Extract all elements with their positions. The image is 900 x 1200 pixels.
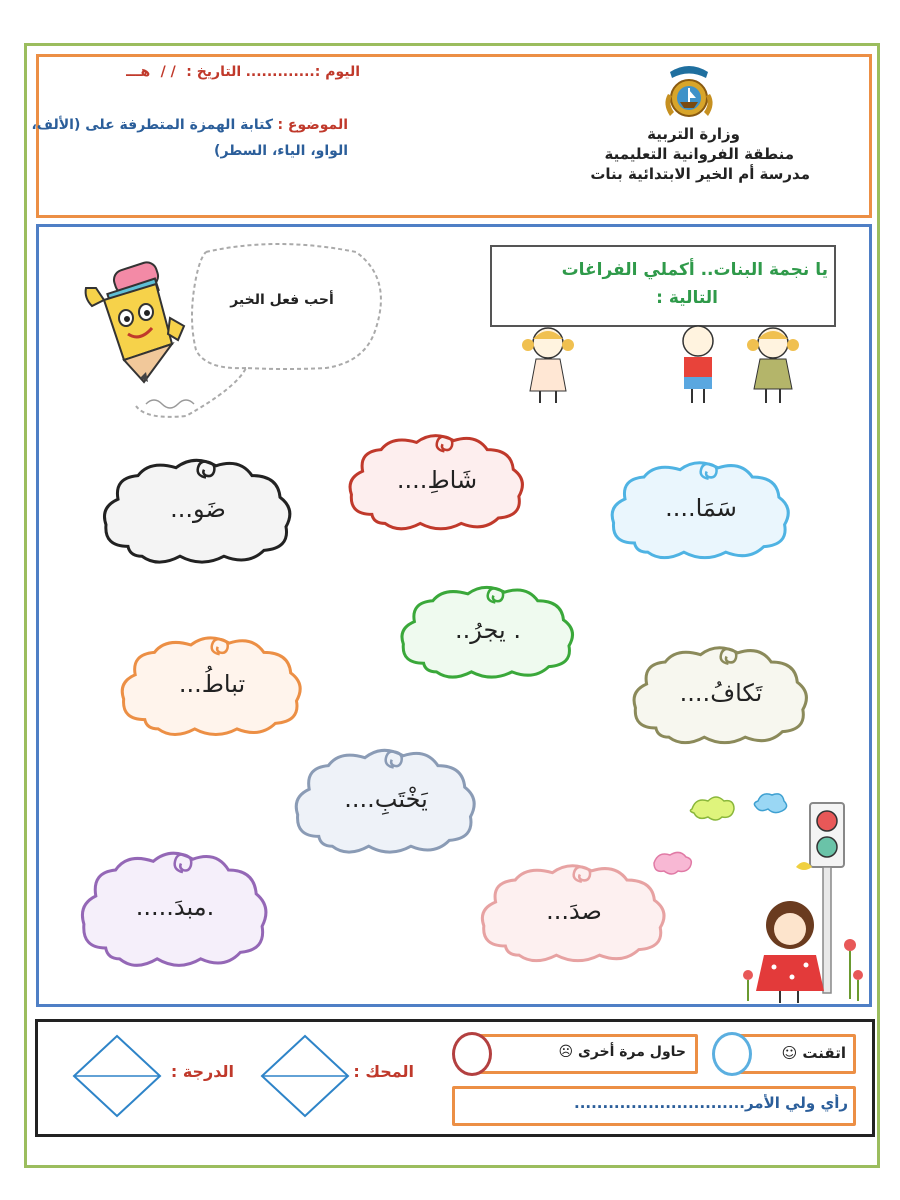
subject-line1: كتابة الهمزة المتطرفة على (الألف، — [31, 117, 273, 133]
mastered-circle[interactable] — [712, 1032, 752, 1076]
mastered-label: اتقنت ☺ — [781, 1044, 846, 1062]
kuwait-emblem-icon — [660, 64, 718, 124]
cloud-word-4[interactable]: . يجرُ.. — [455, 616, 521, 644]
subject-label: الموضوع : — [277, 117, 348, 133]
criterion-diamond[interactable] — [260, 1034, 350, 1118]
instruction-line2: التالية : — [656, 288, 718, 308]
hijri-suffix: هـــ — [126, 64, 151, 80]
grade-diamond[interactable] — [72, 1034, 162, 1118]
cloud-word-3[interactable]: ضَو... — [170, 495, 226, 523]
school-block — [590, 124, 810, 184]
cloud-word-2[interactable]: شَاطِ.... — [396, 466, 478, 494]
speech-bubble — [126, 238, 396, 424]
cloud-word-5[interactable]: تَكافُ.... — [679, 679, 763, 707]
instruction-text — [498, 256, 828, 312]
motto-text: أحب فعل الخير — [230, 292, 334, 308]
region-name: منطقة الفروانية التعليمية — [604, 145, 794, 163]
date-label: التاريخ : — [186, 64, 242, 80]
try-again-circle[interactable] — [452, 1032, 492, 1076]
parent-opinion-field[interactable]: رأي ولي الأمر.............................. — [574, 1094, 848, 1112]
instruction-line1: يا نجمة البنات.. أكملي الفراغات — [561, 260, 828, 280]
subject-block — [31, 112, 348, 164]
cloud-word-6[interactable]: تباطُ... — [178, 670, 246, 698]
subject-line2: الواو، الياء، السطر) — [214, 143, 348, 159]
girl-traffic-light-icon — [740, 795, 870, 1005]
ministry-name: وزارة التربية — [647, 125, 740, 143]
cloud-word-9[interactable]: .مبدَ..... — [135, 893, 215, 921]
date-line — [60, 64, 360, 86]
kids-holding-sign-icon — [508, 325, 818, 405]
grade-label: الدرجة : — [170, 1062, 234, 1081]
date-slashes: / / — [160, 64, 176, 80]
cloud-word-8[interactable]: صدَ... — [546, 897, 602, 925]
criterion-label: المحك : — [353, 1062, 414, 1081]
cloud-word-7[interactable]: يَخْتَبِ.... — [344, 785, 428, 813]
day-label: اليوم :............. — [245, 64, 360, 80]
cloud-word-1[interactable]: سَمَا.... — [665, 494, 737, 522]
try-again-label: حاول مرة أخرى ☹ — [558, 1044, 686, 1060]
school-name: مدرسة أم الخير الابتدائية بنات — [590, 165, 810, 183]
